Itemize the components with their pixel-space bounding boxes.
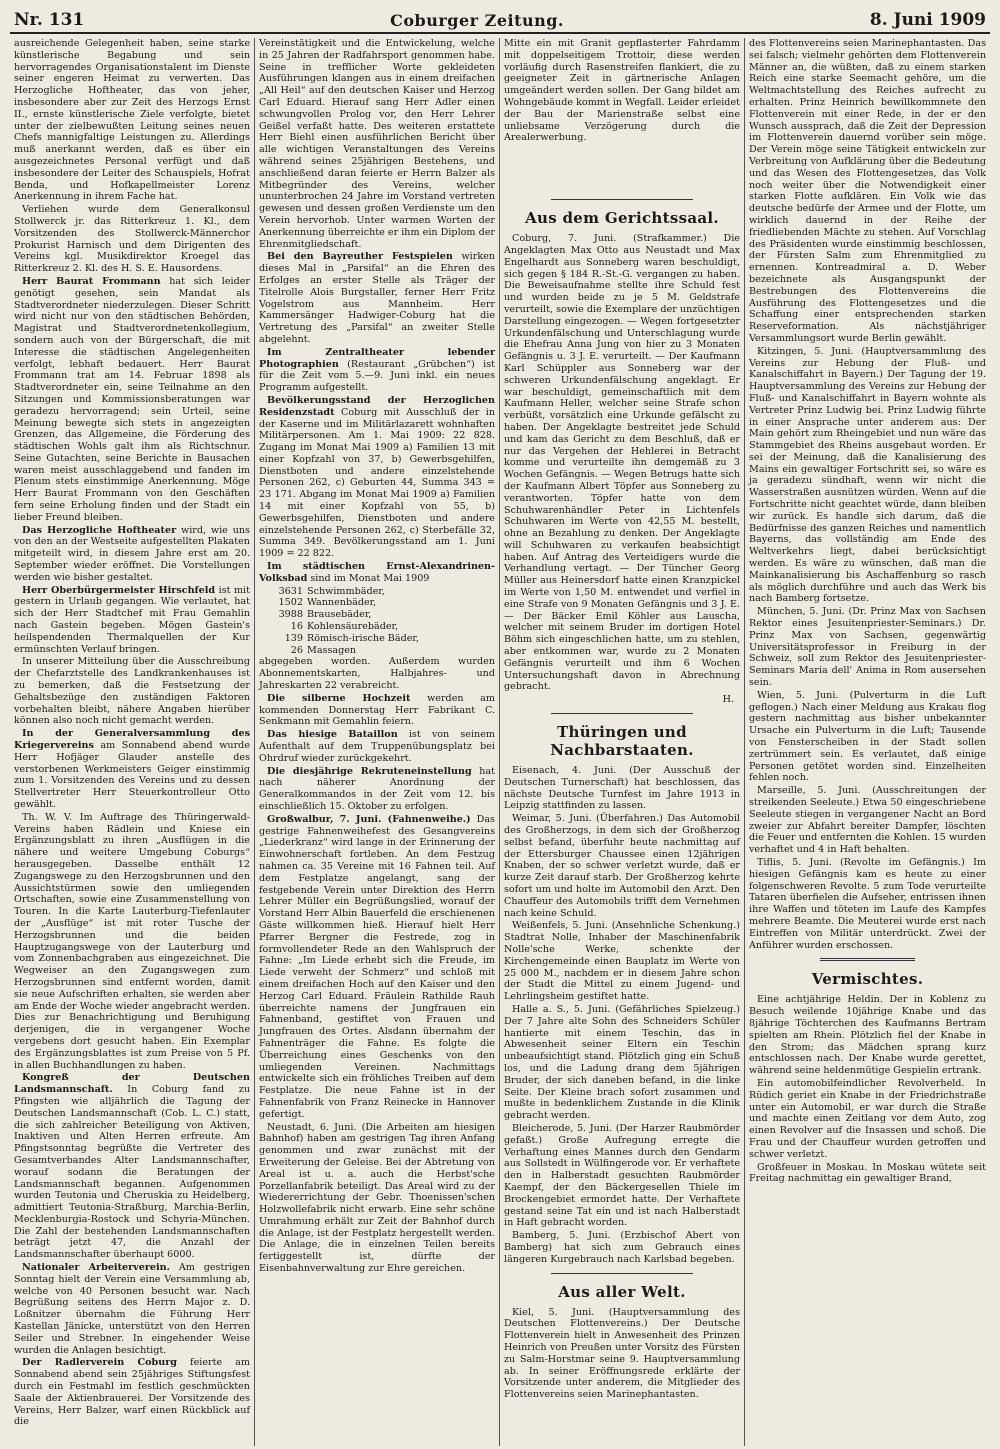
article-paragraph [259,729,495,764]
bath-row: 3631 Schwimmbäder, [278,585,385,597]
show-through-artifact [504,148,740,192]
article-paragraph: abgegeben worden. Außerdem wurden Abonnementskarten, Halbjahres- und Jahreskarten 22 verabreicht. [259,656,495,692]
article-lead: Im Zentraltheater lebender Photographien [259,346,495,370]
article-paragraph [14,728,250,811]
article-text: feierte am Sonnabend abend sein 25jähriges Stiftungsfest durch ein Festmahl im festlich geschmückten Saale der Aktienbrauerei. Der Vorsitzende des Vereins, Herr Balzer, warf einen Rückblick auf die [14,1357,250,1428]
bath-statistics [259,586,495,657]
article-lead: Herr Baurat Frommann [22,275,161,287]
article-paragraph: Mitte ein mit Granit gepflasterter Fahrdamm mit doppelseitigem Trottoir, diese werden vorläufig durch Rasenstreifen flankiert, die zu geeigneter Zeit in gärtnerische Anlagen umgeändert werden sollen. Der Gang bildet am Wohngebäude kommt in Wegfall. Leider erleidet der Bau der Marienstraße selbst eine unliebsame Verzögerung durch die Arealerwerbung. [504,38,740,144]
article-paragraph: Halle a. S., 5. Juni. (Gefährliches Spielzeug.) Der 7 Jahre alte Sohn des Schneiders Schüler hantierte mit einem Teschin, das in Abwesenheit seiner Eltern ein Teschin unbeaufsichtigt stand. Plötzlich ging ein Schuß los, und die Ladung drang dem 5jährigen Bruder, der sich daneben befand, in die linke Seite. Der Kleine brach sofort zusammen und mußte in bedenklichem Zustande in die Klinik gebracht werden. [504,1003,740,1122]
issue-number: Nr. 131 [14,10,85,30]
article-text: werden am kommenden Donnerstag Herr Fabrikant C. Senkmann mit Gemahlin feiern. [259,692,495,728]
article-paragraph [259,814,495,1121]
article-paragraph [14,276,250,524]
bath-row: 1502 Wannenbäder, [278,597,377,609]
article-text: Am gestrigen Sonntag hielt der Verein eine Versammlung ab, welche von 40 Personen besucht war. Nach Begrüßung seitens des Herrn Major z. D. Loßnitzer übernahm die Führung Herr Kastellan Jänicke, unterstützt von den Herren Seiler und Strebner. In eingehender Weise wurden die Anlagen besichtigt. [14,1262,250,1356]
article-paragraph [14,1357,250,1428]
article-paragraph: Marseille, 5. Juni. (Ausschreitungen der streikenden Seeleute.) Etwa 50 eingeschriebene Seeleute stiegen in vergangener Nacht an Bord zweier zur Abfahrt bereiter Dampfer, löschten die Feuer und entfernten die Kohlen. 15 wurden verhaftet und 4 in Haft behalten. [749,785,986,856]
article-paragraph: Tiflis, 5. Juni. (Revolte im Gefängnis.) Im hiesigen Gefängnis kam es heute zu einer folgenschweren Revolte. 5 zum Tode verurteilte Tataren überfielen die Aufseher, entrissen ihnen ihre Waffen und töteten im Laufe des Kampfes mehrere Beamte. Die Meuterei wurde erst nach Eintreffen von Militär unterdrückt. Zwei der Anführer wurden erschossen. [749,856,986,951]
columns [10,38,990,1446]
article-paragraph: Neustadt, 6. Juni. (Die Arbeiten am hiesigen Bahnhof) haben am gestrigen Tag ihren Anfang genommen und zwar zunächst mit der Erweiterung der Geleise. Bei der Abtretung von Areal ist u. a. auch die Herbst'sche Porzellanfabrik beteiligt. Das Areal wird zu der Wiedererrichtung der Gebr. Thoenissen'schen Holzwollefabrik nicht erwarb. Eine sehr schöne Umrahmung erhält zur Zeit der Bahnhof durch die Anlage, ist der Festplatz hergestellt werden. Die Anlage, die in einzelnen Teilen bereits fertiggestellt ist, dürfte der Eisenbahnverwaltung zur Ehre gereichen. [259,1121,495,1275]
column-1 [10,38,255,1446]
article-paragraph: Kitzingen, 5. Juni. (Hauptversammlung des Vereins zur Hebung der Fluß- und Kanalschiffahrt in Bayern.) Der Tagung der 19. Hauptversammlung des Vereins zur Hebung der Fluß- und Kanalschiffahrt in Bayern wohnte als Vertreter Prinz Ludwig bei. Prinz Ludwig führte in einer Ansprache unter anderem aus: Der Main gehört zum Rheingebiet und nun wäre das Stammgebiet des Rheins ausgebaut worden. Er sei der Meinung, daß die Kanalisierung des Mains ein gewaltiger Fortschritt sei, so wäre es ja geradezu sündhaft, wenn wir nicht die Wasserstraßen ausnützen würden. Wenn auf die Fortschritte nicht geachtet würde, dann bleiben wir zurück. Es handle sich darum, daß die Bedürfnisse des ganzen Reiches und namentlich Bayerns, das vollständig am Ende des Weltverkehrs liegt, dabei berücksichtigt werden. Es wäre zu wünschen, daß man die Mainkanalisierung bis Aschaffenburg so rasch als möglich durchführe und auch das Werk bis nach Bamberg fortsetze. [749,345,986,605]
article-text: am Sonnabend abend wurde Herr Hofjäger Glauder anstelle des verstorbenen Werkmeisters Geiger einstimmig zum 1. Vorsitzenden des Vereins und zu dessen Stellvertreter Herr Steuerkontrolleur Otto gewählt. [14,740,250,810]
article-lead: Der Radlerverein Coburg [22,1357,177,1369]
section-heading: Thüringen und Nachbarstaaten. [550,723,694,760]
article-paragraph [14,1072,250,1261]
article-lead: Großwalbur, 7. Juni. (Fahnenweihe.) [267,813,471,825]
article-paragraph [259,251,495,345]
article-paragraph [259,693,495,728]
masthead [10,8,990,34]
bath-row: 16 Kohlensäurebäder, [290,621,399,633]
article-paragraph: Großfeuer in Moskau. In Moskau wütete seit Freitag nachmittag ein gewaltiger Brand, [749,1161,986,1185]
article-paragraph: ausreichende Gelegenheit haben, seine starke künstlerische Begabung und sein hervorragendes Organisationstalent im Dienste seiner engeren Heimat zu verwerten. Das Herzogliche Hoftheater, das von jeher, insbesondere aber zur Zeit des Herzogs Ernst II., ernste künstlerische Ziele verfolgte, bietet unter der zielbewußten Leitung seines neuen Chefs mannigfaltige Leistungen zu. Allerdings muß anerkannt werden, daß es über ein ausgezeichnetes Personal verfügt und daß insbesondere der Leiter des Schauspiels, Hofrat Benda, und Hofkapellmeister Lorenz Anerkennung in ihrem Fache hat. [14,38,250,203]
article-text: ist mit gestern in Urlaub gegangen. Wie verlautet, hat sich der Herr Stadtchef mit Frau Gemahlin nach Gastein begeben. Mögen Gastein's heilspendenden Thermalquellen der Kur ermünschten Verlauf bringen. [14,584,250,655]
article-lead: Die diesjährige Rekruteneinstellung [267,765,472,777]
article-text: sind im Monat Mai 1909 [310,572,430,584]
article-text: In Coburg fand zu Pfingsten wie alljährlich die Tagung der Deutschen Landsmannschaft (Cob. L. C.) statt, die sich zahlreicher Beteiligung von Aktiven, Inaktiven und Alten Herren erfreute. Am Pfingstsonntag begrüßte die Vertreter des Gesamtverbandes Alter Landsmannschafter, worauf sodann die Beratungen der Landsmannschaft begannen. Aufgenommen wurden Teutonia und Cheruskia zu Heidelberg, admittiert Teutonia-Straßburg, Marchia-Berlin, Mecklenburgia-Rostock und Schyria-München. Die Zahl der bestehenden Landsmannschaften beträgt jetzt 47, die Anzahl der Landsmannschafter überhaupt 6000. [14,1084,250,1261]
article-paragraph: In unserer Mitteilung über die Ausschreibung der Chefarztstelle des Landkrankenhauses ist zu bemerken, daß die Festsetzung der Gehaltsbezüge den zuständigen Faktoren vorbehalten bleibt, nähere Angaben hierüber können also noch nicht gemacht werden. [14,656,250,727]
issue-date: 8. Juni 1909 [869,10,986,30]
article-text: hat sich leider genötigt gesehen, sein Mandat als Stadtverordneter niederzulegen. Dieser Schritt wird nicht nur von den städtischen Behörden, Magistrat und Stadtverordnetenkollegium, sondern auch von der Bürgerschaft, die mit Interesse die städtischen Angelegenheiten verfolgt, lebhaft bedauert. Herr Baurat Frommann trat am 14. Februar 1898 als Stadtverordneter ein, seine Teilnahme an den Sitzungen und Kommissionsberatungen war geradezu hervorragend; sein Urteil, seine Meinung bewegte sich stets in angezeigten Grenzen, das Allgemeine, die Förderung des städtischen Wohls galt ihm als Richtschnur. Seine Gutachten, seine Berichte in Bausachen waren meist ausschlaggebend und fanden im Plenum stets einstimmige Anerkennung. Möge Herr Baurat Frommann von den Geschäften fern seine Erholung finden und der Stadt ein lieber Freund bleiben. [14,275,250,523]
article-paragraph: Eisenach, 4. Juni. (Der Ausschuß der Deutschen Turnerschaft) hat beschlossen, das nächste Deutsche Turnfest im Jahre 1913 in Leipzig stattfinden zu lassen. [504,765,740,812]
article-paragraph: Eine achtjährige Heldin. Der in Koblenz zu Besuch weilende 10jährige Knabe und das 8jährige Töchterchen des Kaufmanns Bertram spielten am Rhein. Plötzlich fiel der Knabe in den Strom; das Mädchen sprang kurz entschlossen nach. Der Knabe wurde gerettet, während seine heldenmütige Gespielin ertrank. [749,994,986,1077]
article-paragraph: Coburg, 7. Juni. (Strafkammer.) Die Angeklagten Max Otto aus Neustadt und Max Engelhardt aus Sonneberg waren beschuldigt, sich gegen § 184 R.-St.-G. vergangen zu haben. Die Beweisaufnahme stellte ihre Schuld fest und wurden beide zu je 5 M. Geldstrafe verurteilt, sowie die Exemplare der unzüchtigen Darstellung eingezogen. — Wegen fortgesetzter Urkundenfälschung und Unterschlagung wurde die Ehefrau Anna Jung von hier zu 3 Monaten Gefängnis u. 3 J. E. verurteilt. — Der Kaufmann Karl Schüppler aus Sonneberg war der schweren Urkundenfälschung angeklagt. Er war beschuldigt, gemeinschaftlich mit dem Kaufmann Heller, welcher seine Strafe schon verbüßt, vorsätzlich eine Urkunde gefälscht zu haben. Der Angeklagte bestreitet jede Schuld und kam das Gericht zu dem Beschluß, daß er nur das Vergehen der Hehlerei in Betracht komme und verurteilte ihn demgemäß zu 3 Wochen Gefängnis. — Wegen Betrugs hatte sich der Kaufmann Albert Töpfer aus Sonneberg zu verantworten. Töpfer hatte von dem Schuhwarenhändler Peter in Lichtenfels Schuhwaren im Werte von 42,55 M. bestellt, ohne an Bezahlung zu denken. Der Angeklagte will Schuhwaren zu verkaufen beabsichtigt haben. Auf Antrag des Verteidigers wurde die Verhandlung vertagt. — Der Tüncher Georg Müller aus Heinersdorf hatte einen Kranzpickel im Werte von 1,50 M. entwendet und verfiel in eine Strafe von 9 Monaten Gefängnis und 3 J. E. — Der Bäcker Emil Köhler aus Lauscha, welcher mit seinem Bruder im dortigen Hotel Böhm sich eingeschlichen hatte, um zu stehlen, aber entkommen war, wurde zu 2 Monaten Gefängnis verurteilt und ihm 6 Wochen Untersuchungshaft davon in Abrechnung gebracht. [504,233,740,693]
article-paragraph [259,766,495,813]
article-text: wird, wie uns von den an der Westseite aufgestellten Plakaten mitgeteilt wird, in diesem Jahre erst am 20. September wieder eröffnet. Die Vorstellungen werden wie bisher gestaltet. [14,524,250,583]
article-paragraph [14,525,250,584]
bath-row: 26 Massagen [290,644,357,656]
article-paragraph: Weimar, 5. Juni. (Überfahren.) Das Automobil des Großherzogs, in dem sich der Großherzog selbst befand, überfuhr heute nachmittag auf der Ettersburger Chaussee einen 12jährigen Knaben, der so schwer verletzt wurde, daß er kurze Zeit darauf starb. Der Großherzog kehrte sofort um und holte im Automobil den Arzt. Den Chauffeur des Automobils trifft dem Vernehmen nach keine Schuld. [504,813,740,919]
article-paragraph [14,585,250,656]
article-paragraph [14,1262,250,1356]
article-text: hat nach näherer Anordnung der Generalkommandos in der Zeit vom 12. bis einschließlich 15. Oktober zu erfolgen. [259,765,495,812]
article-text: Das gestrige Fahnenweihefest des Gesangvereins „Liederkranz“ wird lange in der Erinnerung der Einwohnerschaft fortleben. An dem Festzug nahmen ca. 35 Vereine mit 16 Fahnen teil. Auf dem Festplatze angelangt, sang der festgebende Verein unter Direktion des Herrn Lehrer Müller ein Begrüßungslied, worauf der Vorstand Herr Albin Bauerfeld die erschienenen Gäste willkommen hieß. Hierauf hielt Herr Pfarrer Bergner die Festrede, zog in formvollendeter Rede an den Wahlspruch der Fahne: „Im Liede erhebt sich die Freude, im Liede verweht der Schmerz“ und schloß mit einem dreifachen Hoch auf den Kaiser und den Herzog Carl Eduard. Fräulein Rathilde Rauh überreichte namens der Jungfrauen ein Fahnenband, gestiftet von Frauen und Jungfrauen des Ortes. Alsdann übernahm der Fahnenträger die Fahne. Es folgte die Überreichung eines Geschenks von den umliegenden Vereinen. Nachmittags entwickelte sich ein fröhliches Treiben auf dem Festplatze. Die neue Fahne ist in der Fahnenfabrik von Franz Reinecke in Hannover gefertigt. [259,813,495,1120]
article-paragraph: Ein automobilfeindlicher Revolverheld. In Rüdich geriet ein Knabe in der Friedrichstraße unter ein Automobil, er war durch die Straße und machte einen Zeitlang vor dem Auto, zog einen Revolver auf die Insassen und schoß. Die Frau und der Chauffeur wurden getroffen und schwer verletzt. [749,1077,986,1160]
column-2 [255,38,500,1446]
column-3 [500,38,745,1446]
article-paragraph [259,561,495,585]
article-lead: In der Generalversammlung des Kriegervereins [14,728,250,752]
bath-row: 139 Römisch-irische Bäder, [284,632,419,644]
article-paragraph: Kiel, 5. Juni. (Hauptversammlung des Deutschen Flottenvereins.) Der Deutsche Flottenverein hielt in Anwesenheit des Prinzen Heinrich von Preußen unter Vorsitz des Fürsten zu Salm-Horstmar seine 9. Hauptversammlung ab. In seiner Eröffnungsrede erklärte der Vorsitzende unter anderem, die Mitglieder des Flottenvereins seien Marinephantasten. [504,1306,740,1401]
section-heading: Aus aller Welt. [558,1282,686,1301]
article-paragraph: Bamberg, 5. Juni. (Erzbischof Abert von Bamberg) hat sich zum Gebrauch eines längeren Kurgebrauch nach Karlsbad begeben. [504,1230,740,1265]
article-lead: Nationaler Arbeiterverein. [22,1262,170,1274]
section-divider [820,958,915,961]
article-lead: Kongreß der Deutschen Landsmannschaft. [14,1072,250,1096]
article-lead: Bevölkerungsstand der Herzoglichen Residenzstadt [259,394,495,418]
section-heading: Vermischtes. [811,970,924,989]
newspaper-title: Coburger Zeitung. [390,11,564,30]
article-paragraph [259,395,495,560]
article-text: ist von seinem Aufenthalt auf dem Truppenübungsplatz bei Ohrdruf wieder zurückgekehrt. [259,729,495,764]
article-paragraph: Vereinstätigkeit und die Entwickelung, welche in 25 Jahren der Radfahrsport genommen habe. Seine in trefflicher Worte gekleideten Ausführungen klangen aus in einem dreifachen „All Heil“ auf den deutschen Kaiser und Herzog Carl Eduard. Hierauf sang Herr Adler einen schwungvollen Prolog vor, den Herr Lehrer Geißel verfaßt hatte. Des weiteren erstattete Herr Biehl einen ausführlichen Bericht über alle wichtigen Veranstaltungen des Vereins während seines 25jährigen Bestehens, und anschließend daran feierte er Herrn Balzer als Mitbegründer des Vereins, welcher ununterbrochen 24 Jahre im Vorstand vertreten gewesen und dessen großen Verdienste um den Verein hervorhob. Unter warmen Worten der Anerkennung überreichte er ihm ein Diplom der Ehrenmitgliedschaft. [259,38,495,250]
article-paragraph: Weißenfels, 5. Juni. (Ansehnliche Schenkung.) Stadtrat Nolle, Inhaber der Maschinenfabrik Nolle'sche Werke, schenkte der Kirchengemeinde einen Bauplatz im Werte von 25 000 M., nachdem er in diesem Jahre schon der Stadt die Mittel zu einem Jugend- und Lehrlingsheim gestiftet hatte. [504,920,740,1003]
article-text: Coburg mit Ausschluß der in der Kaserne und im Militärlazarett wohnhaften Militärpersonen. Am 1. Mai 1909: 22 828. Zugang im Monat Mai 1909 a) Familien 13 mit einer Kopfzahl von 37, b) Gewerbsgehilfen, Dienstboten und andere einzelstehende Personen 262, c) Geburten 44, Summa 343 = 23 171. Abgang im Monat Mai 1909 a) Familien 14 mit einer Kopfzahl von 55, b) Gewerbsgehilfen, Dienstboten und andere einzelstehende Personen 262, c) Sterbefälle 32, Summa 349. Bevölkerungsstand am 1. Juni 1909 = 22 822. [259,406,495,560]
article-lead: Das Herzogliche Hoftheater [22,524,177,536]
article-lead: Herr Oberbürgermeister Hirschfeld [22,584,216,596]
article-paragraph [259,347,495,394]
bath-row: 3988 Brausebäder, [278,609,372,621]
section-divider [551,713,693,714]
section-heading: Aus dem Gerichtssaal. [525,209,719,228]
article-lead: Im städtischen Ernst-Alexandrinen-Volksbad [259,561,495,584]
article-paragraph: Wien, 5. Juni. (Pulverturm in die Luft geflogen.) Nach einer Meldung aus Krakau flog gestern nachmittag aus bisher unbekannter Ursache ein Pulverturm in die Luft; Tausende von Fensterscheiben in der Stadt sollen zertrümmert sein. Es verlautet, daß einige Personen getötet worden sind. Einzelheiten fehlen noch. [749,689,986,784]
article-paragraph: des Flottenvereins seien Marinephantasten. Das sei falsch; vielmehr gehörten dem Flottenverein Männer an, die wüßten, daß zu einem starken Reich eine starke Seemacht gehöre, um die Weltmachtstellung des Reiches aufrecht zu erhalten. Prinz Heinrich bewillkommnete den Flottenverein mit einer Rede, in der er den Wunsch aussprach, daß die Zeit der Depression im Flottenverein dauernd vorüber sein möge. Der Verein möge seine Tätigkeit entwickeln zur Verbreitung von Aufklärung über die Bedeutung und das Wesen des Flottengesetzes, das Volk noch weiter über die Notwendigkeit einer starken Flotte aufklären. Ein Volk wie das deutsche bedürfe der Armee und der Flotte, um wirklich dauernd in der Reihe der friedliebenden Mächte zu stehen. Auf Vorschlag des Präsidenten wurde einstimmig beschlossen, der Fürsten Salm zum Ehrenmitglied zu ernennen. Kontreadmiral a. D. Weber bezeichnete als Ausgangspunkt der Bestrebungen des Flottenvereins die Ausführung des Flottengesetzes und die Schaffung einer entsprechenden starken Reserveformation. Als nächstjähriger Versammlungsort wurde Berlin gewählt. [749,38,986,344]
article-text: (Restaurant „Grübchen“) ist für die Zeit vom 5.—9. Juni inkl. ein neues Programm aufgestellt. [259,358,495,394]
column-4 [745,38,990,1446]
author-signature: H. [722,694,734,706]
article-lead: Die silberne Hochzeit [267,692,411,704]
article-paragraph: Th. W. V. Im Auftrage des Thüringerwald-Vereins haben Rädlein und Kniese ein Ergänzungsblatt zu ihren „Ausflügen in die nähere und weitere Umgebung Coburgs“ herausgegeben. Dasselbe enthält 12 Zugangswege zu den Herzogsbrunnen und den Aussichtstürmen sowie den umliegenden Ortschaften, sowie eine Zusammenstellung von Touren. In die Karte Lauterburg-Tiefenlauter der „Ausflüge“ ist mit roter Tusche der Herzogsbrunnen und die beiden Hauptzugangswege von der Lauterburg und vom Zonnenbachgraben aus eingezeichnet. Die Wegweiser an den Zugangswegen zum Herzogsbrunnen sind entfernt worden, damit sie neue Aufschriften erhalten, sie werden aber am Ende der Woche wieder angebracht werden. Dies zur Benachrichtigung und Beruhigung derjenigen, die in vergangener Woche vergebens dort gesucht haben. Ein Exemplar des Ergänzungsblattes ist zum Preise von 5 Pf. in allen Buchhandlungen zu haben. [14,811,250,1071]
article-paragraph: Verliehen wurde dem Generalkonsul Stollwerck jr. das Ritterkreuz 1. Kl., dem Vorsitzenden des Stollwerck-Männerchor Prokurist Harnisch und dem Dirigenten des Vereins kgl. Musikdirektor Kroegel das Ritterkreuz 2. Kl. des H. S. E. Hausordens. [14,204,250,275]
article-paragraph: München, 5. Juni. (Dr. Prinz Max von Sachsen Rektor eines Jesuitenpriester-Seminars.) Dr. Prinz Max von Sachsen, gegenwärtig Universitätsprofessor in Freiburg in der Schweiz, soll zum Rektor des Jesuitenpriester-Seminars Maria dell' Anima in Rom ausersehen sein. [749,606,986,689]
article-lead: Bei den Bayreuther Festspielen [267,251,453,263]
article-lead: Das hiesige Bataillon [267,729,398,741]
section-divider [551,199,693,200]
section-divider [551,1273,693,1274]
article-text: wirken dieses Mal in „Parsifal“ an die Ehren des Erfolges an erster Stelle als Träger der Titelrolle Alois Burgstaller, ferner Herr Fritz Vogelstrom aus Mannheim. Herr Kammersänger Hadwiger-Coburg hat die Vertretung des „Parsifal“ an zweiter Stelle abgelehnt. [259,251,495,345]
article-paragraph: Bleicherode, 5. Juni. (Der Harzer Raubmörder gefaßt.) Große Aufregung erregte die Verhaftung eines Mannes durch den Gendarm aus Sollstedt in Wülfingerode vor. Er verhaftete den in Halberstadt gesuchten Raubmörder Kaempf, der den Bäckergesellen Thiele im Brockengebiet ermordet hatte. Der Verhaftete gestand seine Tat ein und ist nach Halberstadt in Haft gebracht worden. [504,1122,740,1229]
